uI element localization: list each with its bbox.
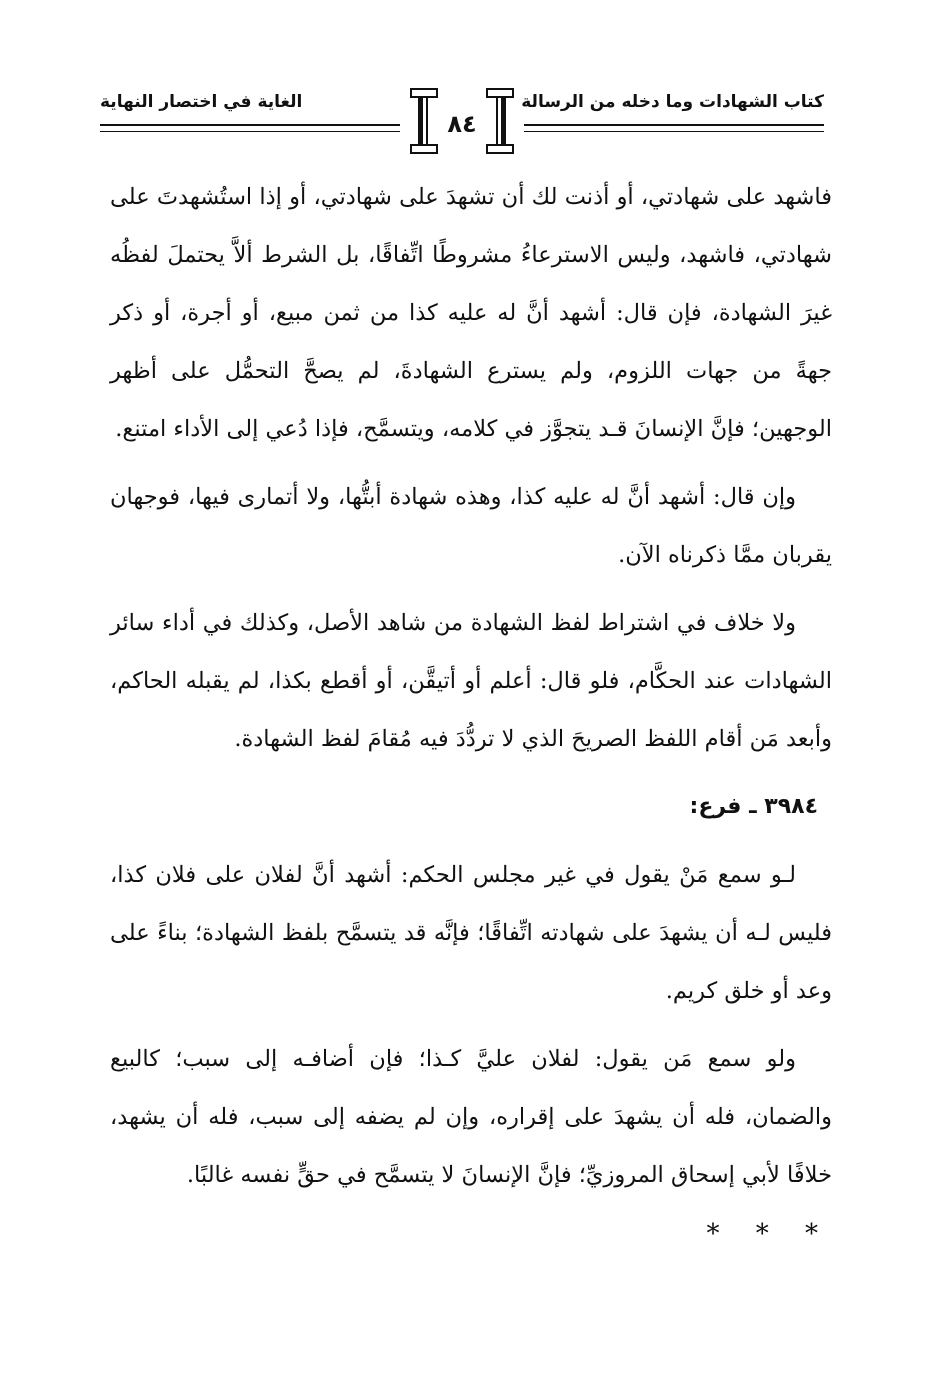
main-text — [110, 168, 832, 1254]
header-rule-right — [524, 124, 824, 132]
chapter-title: كتاب الشهادات وما دخله من الرسالة — [521, 92, 824, 112]
header-rule-left — [100, 124, 400, 132]
paragraph-4: لـو سمع مَنْ يقول في غير مجلس الحكم: أشهد أنَّ لفلان على فلان كذا، فليس لـه أن يشهدَ على شهادته اتِّفاقًا؛ فإنَّه قد يتسمَّح بلفظ الشهادة؛ بناءً على وعد أو خلق كريم. — [110, 862, 832, 1004]
running-header — [100, 88, 824, 158]
paragraph-5: ولو سمع مَن يقول: لفلان عليَّ كـذا؛ فإن أضافـه إلى سبب؛ كالبيع والضمان، فله أن يشهدَ على إقراره، وإن لم يضفه إلى سبب، فله أن يشهد، خلافًا لأبي إسحاق المروزيِّ؛ فإنَّ الإنسانَ لا يتسمَّح في حقٍّ نفسه غالبًا. — [110, 1046, 832, 1188]
book-title: الغاية في اختصار النهاية — [100, 92, 303, 112]
paragraph-1: فاشهد على شهادتي، أو أذنت لك أن تشهدَ على شهادتي، أو إذا استُشهدتَ على شهادتي، فاشهد، وليس الاسترعاءُ مشروطًا اتِّفاقًا، بل الشرط ألاَّ يحتملَ لفظُه غيرَ الشهادة، فإن قال: أشهد أنَّ له عليه كذا من ثمن مبيع، أو أجرة، أو ذكر جهةً من جهات اللزوم، ولم يسترع الشهادةَ، لم يصحَّ التحمُّل على أظهر الوجهين؛ فإنَّ الإنسانَ قـد يتجوَّز في كلامه، ويتسمَّح، فإذا دُعي إلى الأداء امتنع. — [110, 184, 832, 442]
paragraph-3: ولا خلاف في اشتراط لفظ الشهادة من شاهد الأصل، وكذلك في أداء سائر الشهادات عند الحكَّام، فلو قال: أعلم أو أتيقَّن، أو أقطع بكذا، لم يقبله الحاكم، وأبعد مَن أقام اللفظ الصريحَ الذي لا تردُّدَ فيه مُقامَ لفظ الشهادة. — [110, 610, 832, 752]
section-end-ornament: * * * — [706, 1219, 832, 1249]
page-number-frame — [418, 90, 506, 152]
section-heading: ٣٩٨٤ ـ فرع: — [689, 794, 818, 819]
paragraph-2: وإن قال: أشهد أنَّ له عليه كذا، وهذه شهادة أبتُّها، ولا أتمارى فيها، فوجهان يقربان ممَّا ذكرناه الآن. — [110, 484, 832, 568]
page-number: ٨٤ — [447, 110, 477, 138]
